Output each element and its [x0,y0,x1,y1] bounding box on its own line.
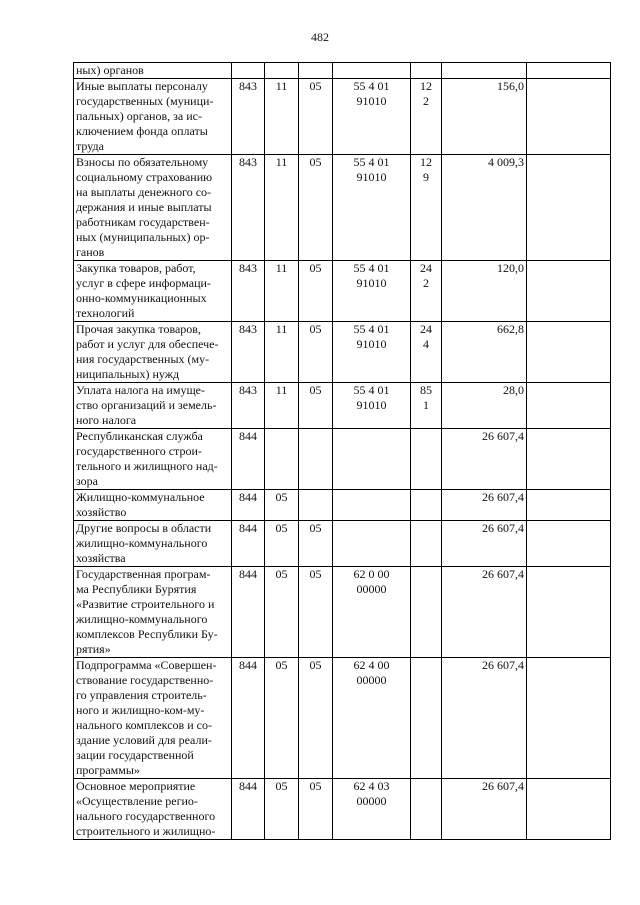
subsection-code-cell [299,567,333,658]
expense-type-line: 4 [423,337,429,351]
section-code: 05 [275,490,288,504]
item-name-line: технологий [76,306,135,320]
amount-value: 26 607,4 [482,490,524,504]
ved-code-cell [232,567,265,658]
item-name-line: пальных) органов, за ис- [76,109,202,123]
expense-type-cell [411,63,442,79]
section-code: 11 [275,155,288,169]
item-name-cell [74,261,232,322]
item-name-line: услуг в сфере информаци- [76,276,211,290]
ved-code-cell [232,383,265,429]
subsection-code: 05 [309,658,322,672]
item-name-line: ключением фонда оплаты [76,124,208,138]
subsection-code-cell [299,322,333,383]
extra-cell [527,63,611,79]
amount-value: 26 607,4 [482,521,524,535]
target-article-cell [333,521,411,567]
target-article-line: 00000 [356,673,387,687]
target-article-line: 91010 [356,276,387,290]
ved-code: 844 [239,521,257,535]
ved-code: 844 [239,567,257,581]
table-row [74,63,611,79]
item-name-line: государственных (муници- [76,94,214,108]
expense-type-cell [411,490,442,521]
extra-cell [527,521,611,567]
item-name-line: хозяйства [76,551,126,565]
item-name-cell [74,779,232,840]
ved-code: 843 [239,79,257,93]
item-name-line: ных (муниципальных) ор- [76,230,210,244]
target-article-line: 91010 [356,94,387,108]
item-name-line: ство организаций и земель- [76,398,217,412]
item-name-line: ганов [76,245,105,259]
subsection-code: 05 [309,521,322,535]
item-name-line: держания и иные выплаты [76,200,212,214]
item-name-line: государственного строи- [76,444,202,458]
subsection-code-cell [299,490,333,521]
amount-value: 28,0 [503,383,524,397]
section-code-cell [265,567,299,658]
section-code-cell [265,63,299,79]
target-article-cell [333,567,411,658]
item-name-line: Другие вопросы в области [76,521,212,535]
table-row [74,79,611,155]
item-name-line: Прочая закупка товаров, [76,322,201,336]
ved-code-cell [232,79,265,155]
ved-code: 844 [239,490,257,504]
item-name-line: комплексов Республики Бу- [76,627,218,641]
item-name-cell [74,429,232,490]
expense-type-cell [411,79,442,155]
ved-code-cell [232,779,265,840]
item-name-line: Основное мероприятие [76,779,196,793]
target-article-line: 55 4 01 [353,79,390,93]
extra-cell [527,155,611,261]
subsection-code: 05 [309,383,322,397]
ved-code: 843 [239,383,257,397]
target-article-cell [333,261,411,322]
table-row [74,521,611,567]
ved-code: 843 [239,322,257,336]
target-article-line: 91010 [356,170,387,184]
item-name-line: на выплаты денежного со- [76,185,212,199]
subsection-code-cell [299,658,333,779]
item-name-cell [74,155,232,261]
section-code: 05 [275,567,288,581]
expense-type-line: 1 [423,398,429,412]
expense-type-line: 12 [420,155,432,169]
target-article-cell [333,63,411,79]
subsection-code-cell [299,779,333,840]
item-name-line: Уплата налога на имуще- [76,383,205,397]
section-code: 05 [275,521,288,535]
expense-type-cell [411,567,442,658]
table-row [74,429,611,490]
ved-code-cell [232,490,265,521]
section-code-cell [265,155,299,261]
item-name-line: Республиканская служба [76,429,203,443]
subsection-code: 05 [309,261,322,275]
section-code: 05 [275,779,288,793]
item-name-line: зора [76,474,98,488]
item-name-line: Закупка товаров, работ, [76,261,196,275]
section-code-cell [265,490,299,521]
expense-type-line: 2 [423,276,429,290]
amount-cell [442,429,527,490]
expense-type-line: 24 [420,261,432,275]
amount-cell [442,779,527,840]
ved-code-cell [232,155,265,261]
expense-type-cell [411,779,442,840]
expense-type-line: 2 [423,94,429,108]
table-row [74,658,611,779]
item-name-line: ствование государственно- [76,673,214,687]
amount-cell [442,155,527,261]
extra-cell [527,322,611,383]
target-article-cell [333,155,411,261]
target-article-cell [333,429,411,490]
target-article-line: 00000 [356,794,387,808]
item-name-line: ного налога [76,413,137,427]
item-name-line: рятия» [76,642,111,656]
extra-cell [527,429,611,490]
item-name-cell [74,658,232,779]
amount-cell [442,567,527,658]
section-code-cell [265,658,299,779]
item-name-line: тельного и жилищного над- [76,459,218,473]
table-row [74,779,611,840]
expense-type-line: 12 [420,79,432,93]
item-name-line: Взносы по обязательному [76,155,209,169]
extra-cell [527,658,611,779]
extra-cell [527,779,611,840]
item-name-line: Иные выплаты персоналу [76,79,208,93]
amount-value: 26 607,4 [482,779,524,793]
expense-type-cell [411,521,442,567]
subsection-code-cell [299,383,333,429]
ved-code-cell [232,322,265,383]
section-code: 05 [275,658,288,672]
subsection-code-cell [299,429,333,490]
page-number: 482 [311,30,329,44]
expense-type-cell [411,383,442,429]
item-name-cell [74,490,232,521]
subsection-code: 05 [309,567,322,581]
extra-cell [527,261,611,322]
ved-code-cell [232,261,265,322]
amount-value: 26 607,4 [482,429,524,443]
table-row [74,155,611,261]
subsection-code-cell [299,521,333,567]
extra-cell [527,567,611,658]
item-name-cell [74,567,232,658]
amount-value: 120,0 [497,261,524,275]
section-code-cell [265,383,299,429]
amount-cell [442,490,527,521]
amount-value: 26 607,4 [482,658,524,672]
item-name-line: ных) органов [76,63,144,77]
item-name-line: социальному страхованию [76,170,213,184]
target-article-cell [333,658,411,779]
amount-cell [442,658,527,779]
section-code: 11 [275,79,288,93]
section-code-cell [265,322,299,383]
item-name-line: хозяйство [76,505,127,519]
target-article-cell [333,779,411,840]
amount-value: 662,8 [497,322,524,336]
table-row [74,261,611,322]
item-name-line: программы» [76,763,140,777]
target-article-line: 91010 [356,398,387,412]
target-article-line: 62 0 00 [353,567,390,581]
table-body [74,63,611,840]
target-article-cell [333,322,411,383]
item-name-line: зации государственной [76,748,194,762]
item-name-line: труда [76,139,104,153]
expense-type-cell [411,261,442,322]
expense-type-cell [411,429,442,490]
extra-cell [527,79,611,155]
target-article-cell [333,490,411,521]
section-code-cell [265,261,299,322]
target-article-line: 91010 [356,337,387,351]
target-article-cell [333,79,411,155]
item-name-cell [74,63,232,79]
amount-cell [442,322,527,383]
amount-cell [442,79,527,155]
item-name-line: работ и услуг для обеспече- [76,337,219,351]
subsection-code-cell [299,79,333,155]
section-code: 11 [275,261,288,275]
amount-cell [442,521,527,567]
expense-type-cell [411,322,442,383]
table-row [74,490,611,521]
subsection-code-cell [299,155,333,261]
amount-cell [442,63,527,79]
target-article-line: 55 4 01 [353,261,390,275]
item-name-line: здание условий для реали- [76,733,212,747]
item-name-line: Жилищно-коммунальное [76,490,205,504]
expense-type-cell [411,155,442,261]
target-article-line: 55 4 01 [353,383,390,397]
expense-type-line: 24 [420,322,432,336]
section-code-cell [265,779,299,840]
item-name-cell [74,383,232,429]
subsection-code-cell [299,261,333,322]
item-name-line: работникам государствен- [76,215,210,229]
extra-cell [527,490,611,521]
item-name-line: Государственная програм- [76,567,211,581]
item-name-line: ма Республики Бурятия [76,582,197,596]
target-article-line: 62 4 00 [353,658,390,672]
expense-type-cell [411,658,442,779]
item-name-line: Подпрограмма «Совершен- [76,658,217,672]
ved-code-cell [232,658,265,779]
budget-table [73,62,611,840]
item-name-line: жилищно-коммунального [76,612,208,626]
amount-value: 4 009,3 [488,155,524,169]
item-name-line: ния государственных (му- [76,352,210,366]
item-name-cell [74,79,232,155]
item-name-line: нального государственного [76,809,216,823]
item-name-line: жилищно-коммунального [76,536,208,550]
subsection-code: 05 [309,322,322,336]
amount-cell [442,261,527,322]
item-name-cell [74,322,232,383]
target-article-line: 00000 [356,582,387,596]
item-name-line: «Осуществление регио- [76,794,198,808]
extra-cell [527,383,611,429]
amount-value: 26 607,4 [482,567,524,581]
section-code-cell [265,79,299,155]
amount-value: 156,0 [497,79,524,93]
target-article-cell [333,383,411,429]
ved-code: 843 [239,261,257,275]
ved-code: 844 [239,429,257,443]
table-row [74,383,611,429]
subsection-code: 05 [309,779,322,793]
item-name-line: ного и жилищно-ком-му- [76,703,205,717]
item-name-line: нального комплексов и со- [76,718,212,732]
section-code-cell [265,521,299,567]
ved-code: 844 [239,779,257,793]
amount-cell [442,383,527,429]
item-name-line: строительного и жилищно- [76,824,216,838]
item-name-line: «Развитие строительного и [76,597,215,611]
ved-code: 843 [239,155,257,169]
subsection-code: 05 [309,79,322,93]
subsection-code: 05 [309,155,322,169]
item-name-line: ниципальных) нужд [76,367,180,381]
ved-code-cell [232,521,265,567]
section-code: 11 [275,383,288,397]
target-article-line: 55 4 01 [353,155,390,169]
item-name-cell [74,521,232,567]
item-name-line: онно-коммуникационных [76,291,207,305]
ved-code-cell [232,429,265,490]
section-code: 11 [275,322,288,336]
expense-type-line: 85 [420,383,432,397]
target-article-line: 55 4 01 [353,322,390,336]
table-row [74,567,611,658]
subsection-code-cell [299,63,333,79]
item-name-line: го управления строитель- [76,688,207,702]
ved-code: 844 [239,658,257,672]
section-code-cell [265,429,299,490]
ved-code-cell [232,63,265,79]
target-article-line: 62 4 03 [353,779,390,793]
expense-type-line: 9 [423,170,429,184]
table-row [74,322,611,383]
